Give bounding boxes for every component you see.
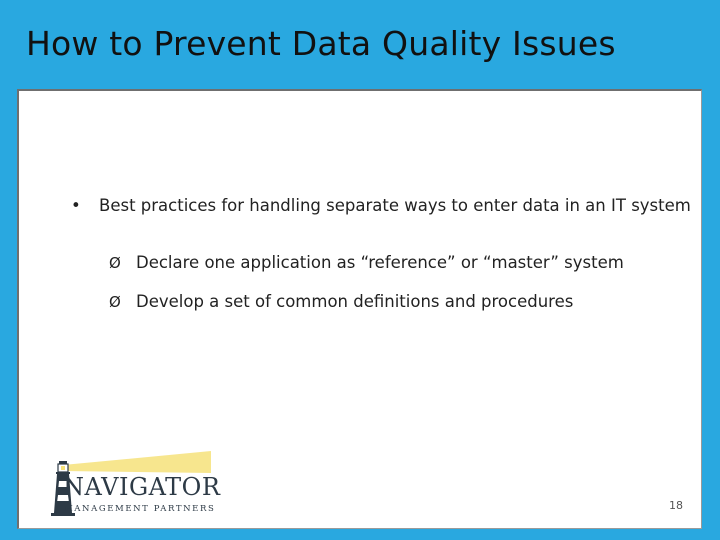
slide-title: How to Prevent Data Quality Issues [26, 24, 616, 63]
sub-bullet-text: Develop a set of common definitions and procedures [136, 292, 574, 311]
sub-bullet-text: Declare one application as “reference” or “master” system [136, 253, 624, 272]
lighthouse-beam [63, 451, 211, 473]
sub-bullet-item [109, 253, 624, 272]
bullet-text: Best practices for handling separate ways to enter data in an IT system [99, 196, 691, 215]
logo-subtitle: MANAGEMENT PARTNERS [64, 504, 216, 514]
arrow-bullet-icon: Ø [109, 254, 121, 272]
arrow-bullet-icon: Ø [109, 293, 121, 311]
sub-bullet-item [109, 292, 573, 311]
logo-wordmark: NAVIGATOR [63, 473, 221, 501]
bullet-item [71, 196, 691, 215]
content-area [17, 89, 702, 529]
bullet-marker: • [71, 196, 81, 215]
page-number: 18 [669, 499, 683, 512]
